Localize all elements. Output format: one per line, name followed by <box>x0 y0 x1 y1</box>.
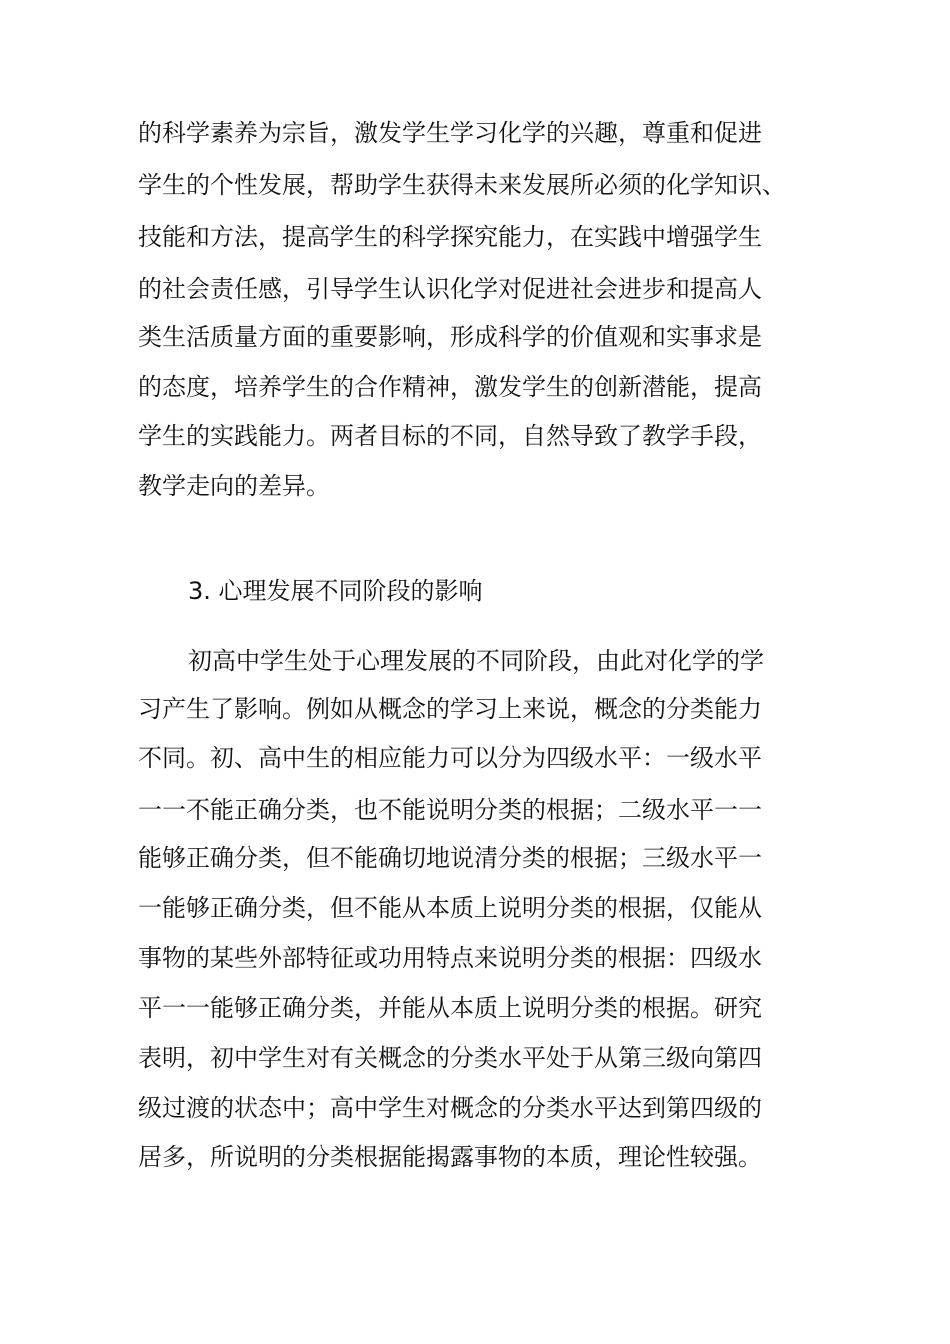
paragraph-2-line: 一一不能正确分类，也不能说明分类的根据；二级水平一一 <box>138 796 762 824</box>
paragraph-2-line: 平一一能够正确分类，并能从本质上说明分类的根据。研究 <box>138 994 762 1022</box>
paragraph-2-line: 初高中学生处于心理发展的不同阶段，由此对化学的学 <box>188 647 764 675</box>
paragraph-1-line: 教学走向的差异。 <box>138 472 330 500</box>
paragraph-1-line: 技能和方法，提高学生的科学探究能力，在实践中增强学生 <box>138 223 762 251</box>
paragraph-1-line: 学生的实践能力。两者目标的不同，自然导致了教学手段， <box>138 422 762 450</box>
paragraph-2-line: 事物的某些外部特征或功用特点来说明分类的根据：四级水 <box>138 944 762 972</box>
paragraph-2-line: 表明，初中学生对有关概念的分类水平处于从第三级向第四 <box>138 1044 762 1072</box>
paragraph-2-line: 习产生了影响。例如从概念的学习上来说，概念的分类能力 <box>138 695 762 723</box>
paragraph-1-line: 学生的个性发展，帮助学生获得未来发展所必须的化学知识、 <box>138 171 786 199</box>
paragraph-1-line: 的科学素养为宗旨，激发学生学习化学的兴趣，尊重和促进 <box>138 119 762 147</box>
paragraph-2-line: 级过渡的状态中；高中学生对概念的分类水平达到第四级的 <box>138 1094 762 1122</box>
section-heading: 3. 心理发展不同阶段的影响 <box>188 577 483 605</box>
paragraph-2-line: 不同。初、高中生的相应能力可以分为四级水平：一级水平 <box>138 744 762 772</box>
paragraph-1-line: 的态度，培养学生的合作精神，激发学生的创新潜能，提高 <box>138 373 762 401</box>
paragraph-2-line: 居多，所说明的分类根据能揭露事物的本质，理论性较强。 <box>138 1143 762 1171</box>
paragraph-1-line: 的社会责任感，引导学生认识化学对促进社会进步和提高人 <box>138 275 762 303</box>
paragraph-2-line: 能够正确分类，但不能确切地说清分类的根据；三级水平一 <box>138 844 762 872</box>
paragraph-1-line: 类生活质量方面的重要影响，形成科学的价值观和实事求是 <box>138 323 762 351</box>
paragraph-2-line: 一能够正确分类，但不能从本质上说明分类的根据，仅能从 <box>138 894 762 922</box>
